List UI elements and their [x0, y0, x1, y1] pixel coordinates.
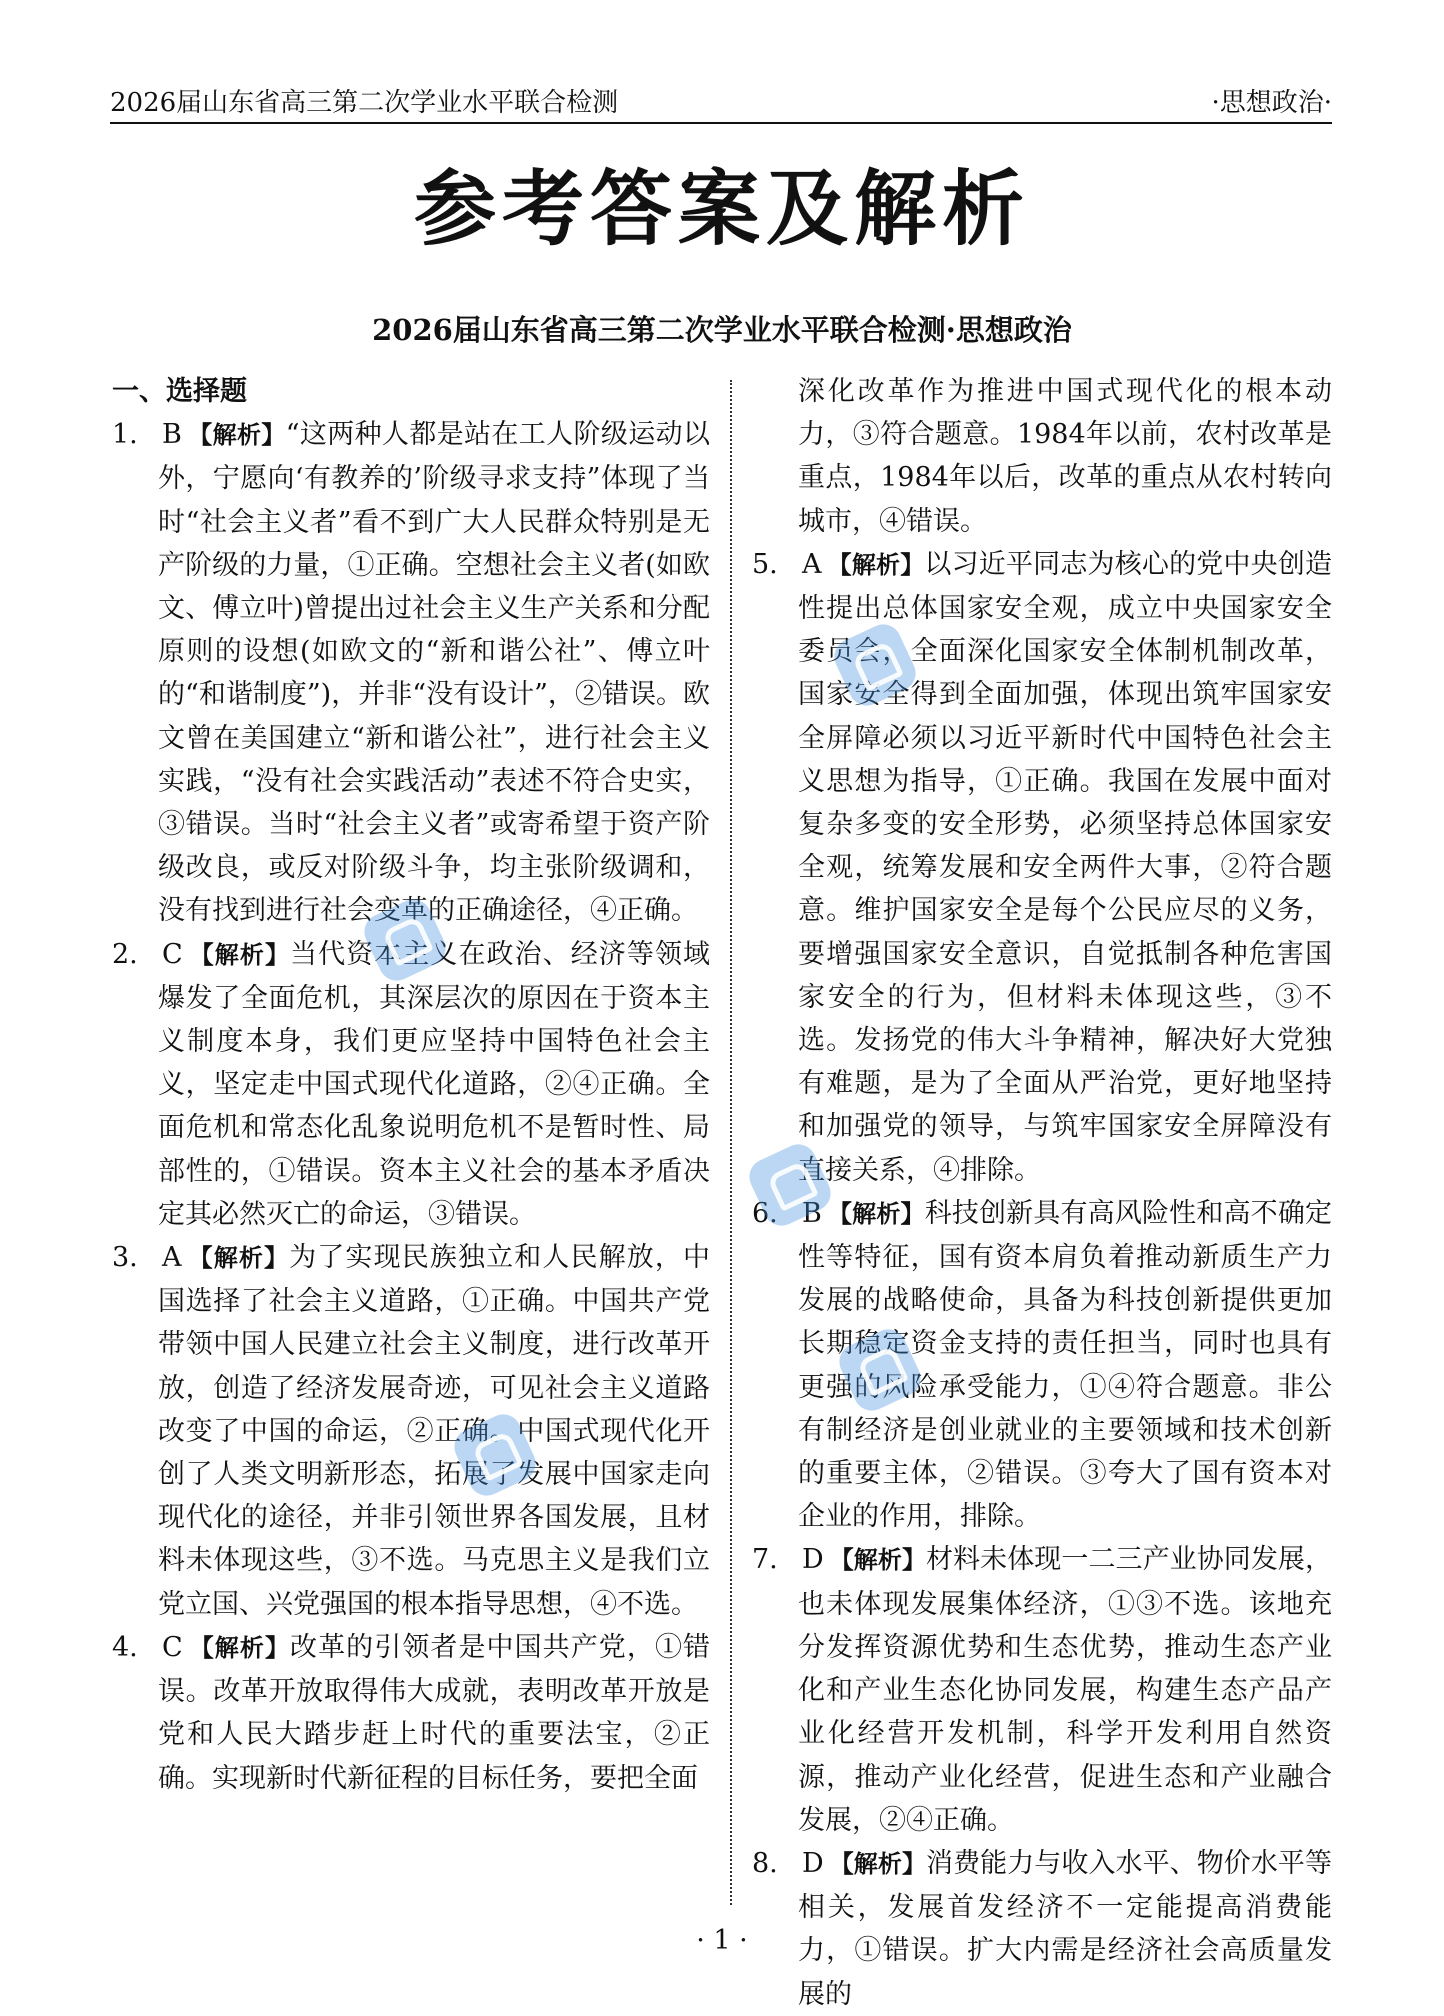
- question-number: 7.: [752, 1544, 778, 1576]
- answer-letter: D: [802, 1847, 824, 1879]
- analysis-text: 材料未体现一二三产业协同发展，也未体现发展集体经济，①③不选。该地充分发挥资源优势和生态优势，推动生态产业化和产业生态化协同发展，构建生态产品产业化经营开发机制，科学开发利用自然资源，推动产业化经营，促进生态和产业融合发展，②④正确。: [798, 1544, 1333, 1836]
- question-number: 2.: [112, 938, 138, 970]
- answer-letter: A: [802, 548, 822, 580]
- answer-item-1: [112, 413, 710, 932]
- analysis-text: 为了实现民族独立和人民解放，中国选择了社会主义道路，①正确。中国共产党带领中国人民建立社会主义制度，进行改革开放，创造了经济发展奇迹，可见社会主义道路改变了中国的命运，②正确。中国式现代化开创了人类文明新形态，拓展了发展中国家走向现代化的途径，并非引领世界各国发展，且材料未体现这些，③不选。马克思主义是我们立党立国、兴党强国的根本指导思想，④不选。: [158, 1242, 711, 1620]
- column-divider: [730, 380, 732, 1905]
- question-number: 5.: [752, 548, 778, 580]
- answer-letter: B: [162, 419, 182, 451]
- answer-item-4: [112, 1626, 710, 1800]
- question-number: 4.: [112, 1631, 138, 1663]
- answer-item-2: [112, 933, 710, 1236]
- answer-item-4-continued: [752, 370, 1332, 543]
- question-number: 6.: [752, 1197, 778, 1229]
- analysis-tag: 【解析】: [827, 1199, 925, 1228]
- left-column: [112, 370, 710, 1800]
- question-number: 8.: [752, 1847, 778, 1879]
- answer-item-7: [752, 1538, 1332, 1841]
- analysis-text: 改革的引领者是中国共产党，①错误。改革开放取得伟大成就，表明改革开放是党和人民大踏步赶上时代的重要法宝，②正确。实现新时代新征程的目标任务，要把全面: [158, 1631, 711, 1794]
- analysis-text: 科技创新具有高风险性和高不确定性等特征，国有资本肩负着推动新质生产力发展的战略使命，具备为科技创新提供更加长期稳定资金支持的责任担当，同时也具有更强的风险承受能力，①④符合题意。非公有制经济是创业就业的主要领域和技术创新的重要主体，②错误。③夸大了国有资本对企业的作用，排除。: [798, 1197, 1333, 1533]
- question-number: 1.: [112, 419, 138, 451]
- page-title: 参考答案及解析: [413, 162, 1030, 257]
- analysis-text: 消费能力与收入水平、物价水平等相关，发展首发经济不一定能提高消费能力，①错误。扩大内需是经济社会高质量发展的: [798, 1847, 1333, 2010]
- answer-letter: B: [802, 1197, 822, 1229]
- page-number: · 1 ·: [696, 1925, 748, 1956]
- answer-item-5: [752, 543, 1332, 1192]
- analysis-tag: 【解析】: [827, 550, 925, 579]
- analysis-text: 当代资本主义在政治、经济等领域爆发了全面危机，其深层次的原因在于资本主义制度本身，我们更应坚持中国特色社会主义，坚定走中国式现代化道路，②④正确。全面危机和常态化乱象说明危机不是暂时性、局部性的，①错误。资本主义社会的基本矛盾决定其必然灭亡的命运，③错误。: [158, 938, 711, 1230]
- analysis-text: 以习近平同志为核心的党中央创造性提出总体国家安全观，成立中央国家安全委员会，全面深化国家安全体制机制改革，国家安全得到全面加强，体现出筑牢国家安全屏障必须以习近平新时代中国特色社会主义思想为指导，①正确。我国在发展中面对复杂多变的安全形势，必须坚持总体国家安全观，统筹发展和安全两件大事，②符合题意。维护国家安全是每个公民应尽的义务，要增强国家安全意识，自觉抵制各种危害国家安全的行为，但材料未体现这些，③不选。发扬党的伟大斗争精神，解决好大党独有难题，是为了全面从严治党，更好地坚持和加强党的领导，与筑牢国家安全屏障没有直接关系，④排除。: [798, 548, 1333, 1186]
- analysis-tag: 【解析】: [187, 1244, 290, 1273]
- answer-letter: A: [162, 1242, 182, 1274]
- page-subtitle: 2026届山东省高三第二次学业水平联合检测·思想政治: [372, 313, 1072, 347]
- answer-letter: C: [162, 1631, 183, 1663]
- analysis-tag: 【解析】: [829, 1546, 927, 1575]
- analysis-text: 深化改革作为推进中国式现代化的根本动力，③符合题意。1984年以前，农村改革是重点，1984年以后，改革的重点从农村转向城市，④错误。: [798, 376, 1332, 537]
- right-column: [752, 370, 1332, 2016]
- answer-item-3: [112, 1236, 710, 1626]
- question-number: 3.: [112, 1242, 138, 1274]
- page-header: [110, 84, 1332, 118]
- answer-letter: C: [162, 938, 183, 970]
- header-exam-title: 2026届山东省高三第二次学业水平联合检测: [110, 88, 619, 118]
- analysis-tag: 【解析】: [188, 1633, 291, 1662]
- header-rule: [110, 122, 1332, 124]
- analysis-tag: 【解析】: [829, 1849, 927, 1878]
- section-heading: 一、选择题: [112, 376, 247, 407]
- analysis-tag: 【解析】: [188, 940, 291, 969]
- analysis-tag: 【解析】: [187, 421, 286, 450]
- analysis-text: “这两种人都是站在工人阶级运动以外，宁愿向‘有教养的’阶级寻求支持”体现了当时“社会主义者”看不到广大人民群众特别是无产阶级的力量，①正确。空想社会主义者(如欧文、傅立叶)曾提出过社会主义生产关系和分配原则的设想(如欧文的“新和谐公社”、傅立叶的“和谐制度”)，并非“没有设计”，②错误。欧文曾在美国建立“新和谐公社”，进行社会主义实践，“没有社会实践活动”表述不符合史实，③错误。当时“社会主义者”或寄希望于资产阶级改良，或反对阶级斗争，均主张阶级调和，没有找到进行社会变革的正确途径，④正确。: [158, 419, 710, 927]
- answer-letter: D: [802, 1544, 824, 1576]
- header-subject: ·思想政治·: [1211, 88, 1332, 118]
